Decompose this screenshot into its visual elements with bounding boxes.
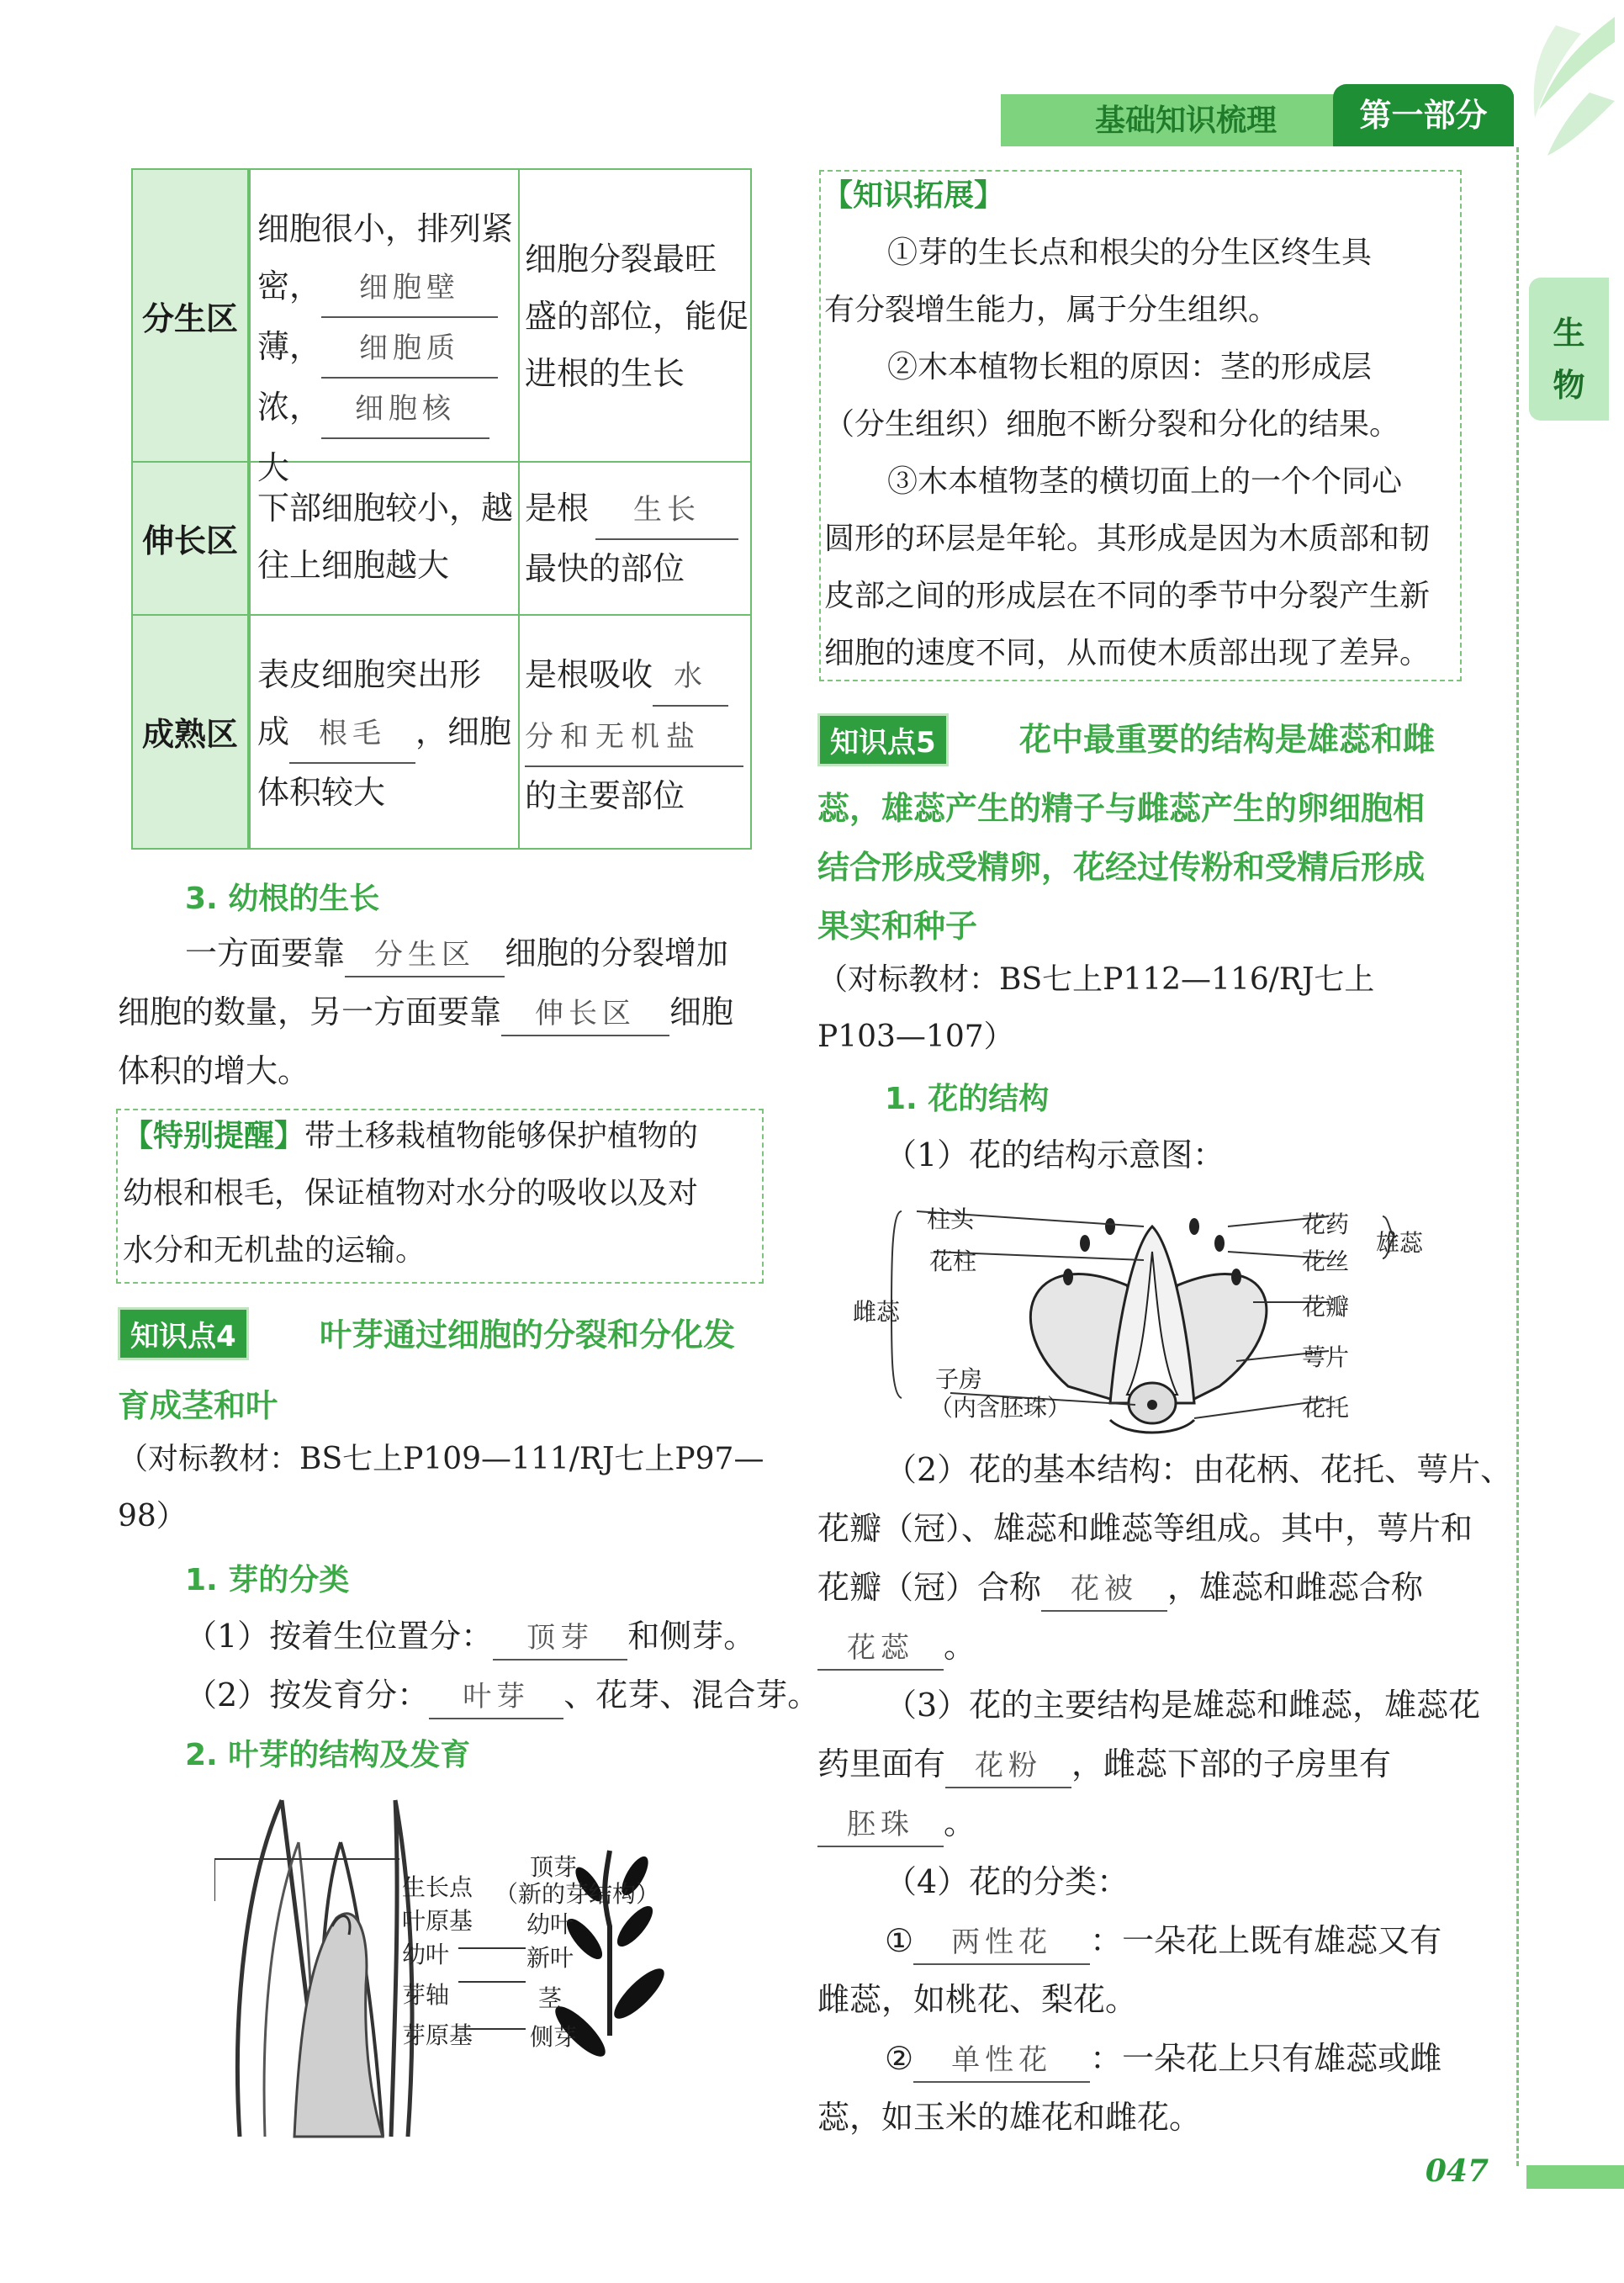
paragraph-line: ①芽的生长点和根尖的分生区终生具	[887, 236, 1373, 270]
subject-tab	[1529, 278, 1609, 421]
reference-line: P103—107）	[817, 1020, 1014, 1054]
cell-text: 薄，	[257, 328, 322, 365]
subject-char-1: 生	[1553, 315, 1585, 352]
margin-dashed-line	[1516, 147, 1519, 2166]
table-cell	[257, 646, 515, 821]
fig-label: 芽轴	[402, 1981, 450, 2009]
flower-label: 萼片	[1302, 1343, 1350, 1371]
paragraph-line: 圆形的环层是年轮。其形成是因为木质部和韧	[824, 522, 1431, 556]
cell-text: 是根吸收	[525, 656, 653, 693]
row-header-maturation: 成熟区	[133, 614, 249, 848]
paragraph-line: 细胞的速度不同，从而使木质部出现了差异。	[824, 636, 1431, 670]
text: ①	[885, 1922, 914, 1959]
paragraph-line: （分生组织）细胞不断分裂和分化的结果。	[824, 407, 1400, 442]
reminder-tag: 【特别提醒】	[123, 1119, 305, 1153]
fig-label: 顶芽	[530, 1853, 578, 1881]
paragraph-line	[817, 1566, 1423, 1612]
text: ：一朵花上既有雄蕊又有	[1090, 1922, 1442, 1959]
knowledge-point-title: 结合形成受精卵，花经过传粉和受精后形成	[817, 849, 1426, 886]
answer-blank: 分和无机盐	[525, 708, 743, 767]
section-title: 基础知识梳理	[1094, 103, 1277, 138]
answer-blank: 胚珠	[817, 1804, 944, 1847]
paragraph-line: （3）花的主要结构是雄蕊和雌蕊，雄蕊花	[885, 1687, 1481, 1724]
cell-text: 的主要部位	[525, 777, 685, 814]
answer-blank: 根毛	[289, 705, 415, 764]
text: 花瓣（冠）合称	[817, 1569, 1042, 1606]
text: 和侧芽。	[627, 1618, 756, 1655]
fig-label: 芽原基	[402, 2021, 473, 2049]
subject-char-2: 物	[1553, 367, 1585, 404]
paragraph-line: （4）花的分类：	[885, 1863, 1129, 1900]
text: ，雄蕊和雌蕊合称	[1167, 1569, 1424, 1606]
cell-text: 成	[257, 713, 290, 750]
table-cell	[525, 479, 749, 597]
answer-blank: 细胞核	[321, 380, 489, 439]
subheading: 3. 幼根的生长	[185, 882, 380, 916]
paragraph-line: 雌蕊，如桃花、梨花。	[817, 1981, 1138, 2018]
paragraph-line: ③木本植物茎的横切面上的一个个同心	[887, 464, 1403, 499]
reference-line: （对标教材：BS七上P112—116/RJ七上	[817, 962, 1375, 997]
flower-label: （内含胚珠）	[929, 1394, 1071, 1422]
cell-text: 细胞分裂最旺	[525, 241, 717, 278]
fig-arrows	[458, 1876, 534, 2036]
text: （1）按着生位置分：	[185, 1618, 494, 1655]
paragraph-line	[817, 1743, 1391, 1788]
answer-blank: 花蕊	[817, 1627, 944, 1671]
cell-text: 浓，	[257, 389, 322, 426]
flower-label: 花丝	[1302, 1247, 1350, 1275]
answer-blank: 水	[653, 648, 728, 707]
cell-text: 表皮细胞突出形	[257, 656, 482, 693]
paragraph-line: 蕊，如玉米的雄花和雌花。	[817, 2099, 1202, 2136]
table-cell	[525, 646, 749, 824]
fig-label: 生长点	[402, 1873, 473, 1901]
paragraph-line: （2）花的基本结构：由花柄、花托、萼片、	[885, 1451, 1513, 1488]
paragraph-line: ②木本植物长粗的原因：茎的形成层	[887, 350, 1373, 384]
text: 细胞的数量，另一方面要靠	[118, 993, 502, 1030]
flower-label: 花药	[1302, 1210, 1350, 1238]
cell-text: 进根的生长	[525, 355, 685, 392]
knowledge-point-badge: 知识点5	[817, 713, 949, 766]
table-cell	[525, 230, 749, 402]
answer-blank: 细胞质	[321, 320, 498, 379]
cell-text: 下部细胞较小，越	[257, 490, 514, 527]
subheading: 1. 芽的分类	[185, 1563, 350, 1597]
knowledge-point-title: 育成茎和叶	[118, 1387, 278, 1424]
cell-text: ，细胞	[415, 713, 512, 750]
flower-label: 子房	[935, 1365, 983, 1393]
answer-blank: 花被	[1041, 1568, 1167, 1612]
page-number: 047	[1425, 2153, 1489, 2189]
row-header-meristem: 分生区	[133, 170, 249, 461]
answer-blank: 花粉	[945, 1745, 1071, 1788]
flower-label: 花托	[1302, 1394, 1350, 1422]
page-number-bar	[1526, 2165, 1624, 2189]
paragraph-line	[817, 1802, 976, 1847]
paragraph-line: 皮部之间的形成层在不同的季节中分裂产生新	[824, 579, 1431, 613]
root-zone-table	[131, 168, 752, 850]
table-divider	[249, 170, 251, 848]
fig-label: （新的芽结构）	[495, 1880, 660, 1908]
answer-blank: 细胞壁	[321, 259, 498, 318]
knowledge-point-title: 叶芽通过细胞的分裂和分化发	[320, 1316, 736, 1353]
fig-label: 叶原基	[402, 1907, 473, 1935]
text: （2）按发育分：	[185, 1676, 430, 1714]
answer-blank: 叶芽	[429, 1676, 563, 1719]
paragraph-line: 体积的增大。	[118, 1052, 310, 1089]
table-cell	[257, 200, 515, 496]
paragraph-line	[885, 2037, 1441, 2083]
cell-text: 密，	[257, 267, 322, 305]
answer-blank: 顶芽	[493, 1617, 627, 1661]
paragraph-line: 花瓣（冠）、雄蕊和雌蕊等组成。其中，萼片和	[817, 1510, 1473, 1547]
fig-label: 幼叶	[402, 1941, 450, 1968]
paragraph-line	[885, 1920, 1441, 1965]
paragraph-line	[185, 1674, 819, 1719]
flower-label: 柱头	[927, 1205, 975, 1233]
paragraph-line	[185, 932, 728, 977]
paragraph-line: 水分和无机盐的运输。	[123, 1233, 426, 1268]
paragraph-line: （1）花的结构示意图：	[885, 1136, 1225, 1173]
answer-blank: 生长	[595, 481, 738, 540]
cell-text: 最快的部位	[525, 550, 685, 587]
fig-label: 茎	[538, 1984, 563, 2012]
cell-text: 大	[257, 449, 290, 486]
knowledge-point-badge: 知识点4	[118, 1307, 249, 1360]
paragraph-line	[185, 1615, 755, 1661]
text: 药里面有	[817, 1745, 946, 1782]
text: 细胞的分裂增加	[505, 935, 729, 972]
paragraph-line: 幼根和根毛，保证植物对水分的吸收以及对	[123, 1176, 699, 1210]
text: 、花芽、混合芽。	[563, 1676, 820, 1714]
fig-label: 侧芽	[530, 2023, 578, 2051]
text: ：一朵花上只有雄蕊或雌	[1090, 2040, 1442, 2077]
paragraph-line: 有分裂增生能力，属于分生组织。	[824, 293, 1279, 327]
paragraph-line	[817, 1625, 976, 1671]
flower-label: 雄蕊	[1376, 1229, 1424, 1257]
table-cell	[257, 479, 515, 594]
cell-text: 体积较大	[257, 774, 386, 811]
table-divider	[133, 614, 750, 616]
row-header-elongation: 伸长区	[133, 461, 249, 614]
paragraph-line	[123, 1115, 698, 1157]
subheading: 1. 花的结构	[885, 1082, 1050, 1116]
answer-blank: 伸长区	[501, 993, 669, 1036]
text: ②	[885, 2040, 914, 2077]
knowledge-point-title: 果实和种子	[817, 908, 978, 945]
part-tab: 第一部分	[1333, 84, 1514, 146]
paragraph-line	[118, 991, 733, 1036]
cell-text: 细胞很小，排列紧	[257, 210, 514, 247]
subheading: 2. 叶芽的结构及发育	[185, 1738, 471, 1772]
fig-label: 新叶	[526, 1944, 574, 1972]
fig-label: 幼叶	[526, 1910, 574, 1938]
flower-label: 雌蕊	[853, 1298, 901, 1326]
answer-blank: 单性花	[913, 2039, 1090, 2083]
text: 一方面要靠	[185, 935, 346, 972]
extension-tag: 【知识拓展】	[823, 178, 1005, 213]
answer-blank: 分生区	[345, 934, 505, 977]
reference-line: （对标教材：BS七上P109—111/RJ七上P97—	[118, 1442, 764, 1476]
cell-text: 盛的部位，能促	[525, 298, 749, 335]
text: ，雌蕊下部的子房里有	[1071, 1745, 1392, 1782]
cell-text: 往上细胞越大	[257, 547, 450, 584]
flower-label: 花柱	[929, 1247, 977, 1275]
text: 。	[944, 1804, 976, 1841]
text: 带土移栽植物能够保护植物的	[304, 1119, 699, 1153]
table-divider	[518, 170, 520, 848]
knowledge-point-title: 蕊，雄蕊产生的精子与雌蕊产生的卵细胞相	[817, 790, 1426, 827]
knowledge-point-title: 花中最重要的结构是雄蕊和雌	[1019, 721, 1436, 758]
answer-blank: 两性花	[913, 1921, 1090, 1965]
text: 。	[944, 1628, 976, 1665]
flower-label: 花瓣	[1302, 1293, 1350, 1321]
text: 细胞	[669, 993, 734, 1030]
leaf-decoration-icon	[1505, 8, 1624, 160]
cell-text: 是根	[525, 490, 590, 527]
reference-line: 98）	[118, 1499, 187, 1533]
